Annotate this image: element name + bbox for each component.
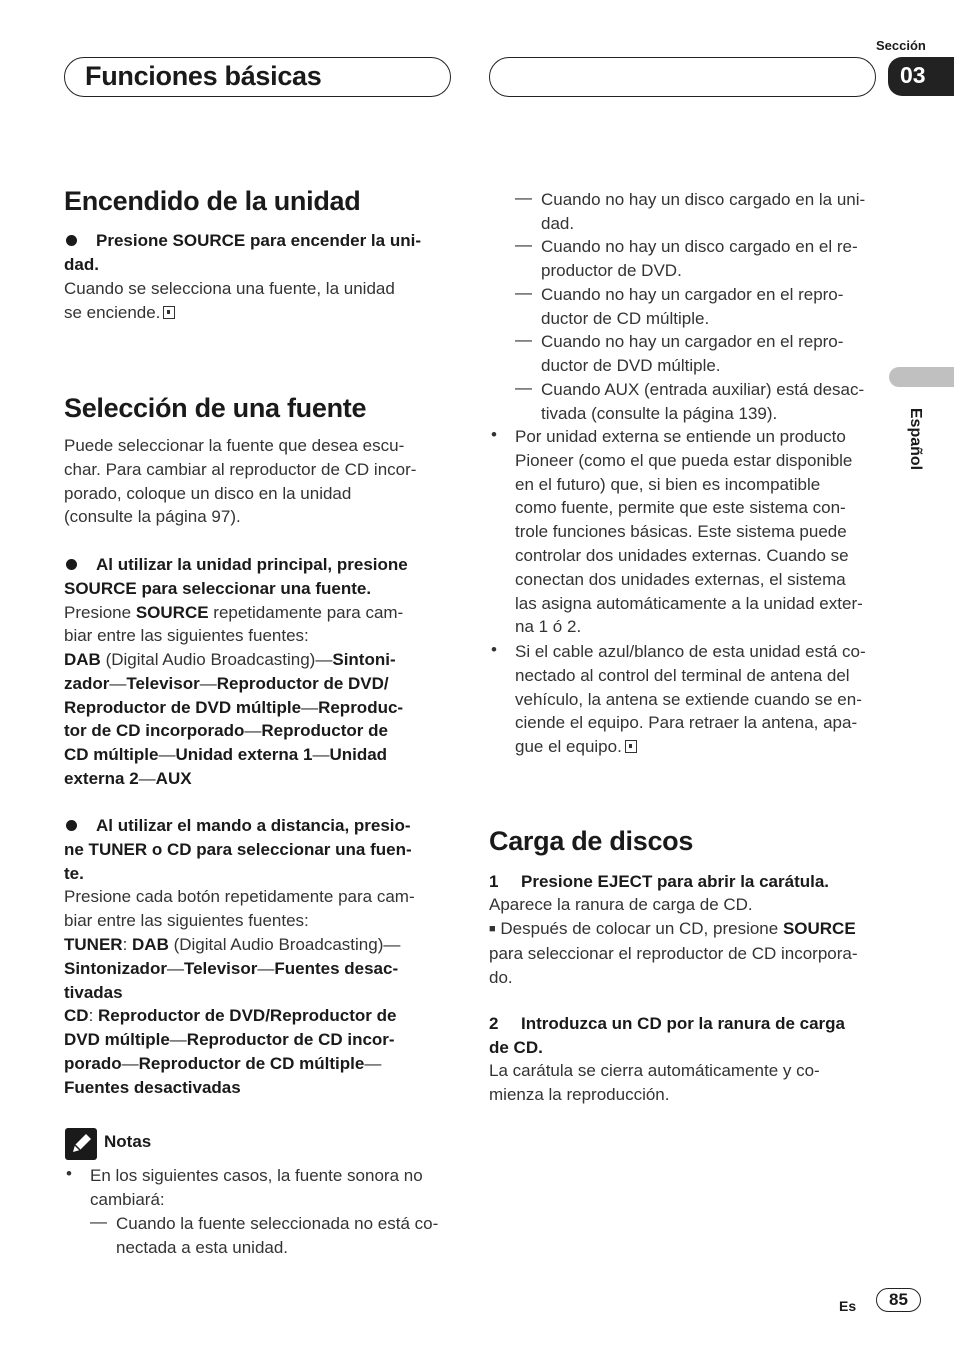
note-1 — [90, 1164, 460, 1212]
bullet-antenna — [515, 640, 887, 759]
step-1-note — [489, 917, 881, 989]
body-line: Por unidad externa se entiende un producto — [515, 427, 846, 446]
section-label: Sección — [876, 38, 926, 53]
body-line: conectan dos unidades externas, el sistema — [515, 569, 846, 589]
body-line: Presione cada botón repetidamente para cam- — [64, 887, 415, 907]
unit-instruction — [64, 553, 456, 648]
body-line: (consulte la página 97). — [64, 507, 241, 527]
source-keyword: SOURCE — [782, 919, 856, 938]
body-line: Cuando no hay un cargador en el repro- — [541, 332, 844, 351]
body-line: Si el cable azul/blanco de esta unidad está co- — [515, 642, 866, 661]
dash-icon: — — [515, 283, 532, 302]
header-empty-pill — [489, 57, 876, 97]
bullet-external-unit — [515, 425, 887, 639]
note-1-dash — [116, 1212, 461, 1260]
bullet-icon: • — [66, 1164, 72, 1183]
body-line: trole funciones básicas. Este sistema puede — [515, 522, 847, 542]
heading-seleccion: Selección de una fuente — [64, 393, 367, 423]
body-line: como fuente, permite que este sistema con- — [515, 498, 846, 518]
end-mark-icon — [163, 306, 175, 319]
source-sequence: DAB (Digital Audio Broadcasting)—Sintoni- zador—Televisor—Reproductor de DVD/ Reproductor de DVD múltiple—Reproduc- tor de CD incorporado—Reproductor de CD múltiple—Unidad externa 1—Unidad externa 2—AUX — [64, 650, 404, 788]
sel-body — [64, 434, 456, 529]
body-line: gue el equipo. — [515, 737, 622, 757]
footer-lang-code: Es — [839, 1298, 857, 1314]
body-line: biar entre las siguientes fuentes: — [64, 626, 309, 646]
instruction-line: Presione SOURCE para encender la uni- — [96, 231, 421, 250]
body-line: Cuando no hay un cargador en el repro- — [541, 285, 844, 304]
enc-body — [64, 277, 454, 325]
body-line: mienza la reproducción. — [489, 1084, 670, 1104]
dash-icon: — — [515, 330, 532, 349]
instruction-power — [64, 229, 454, 277]
body-text: Presione — [64, 602, 136, 622]
body-line: biar entre las siguientes fuentes: — [64, 911, 309, 931]
body-line: ductor de DVD múltiple. — [541, 355, 721, 375]
instruction-line: te. — [64, 863, 84, 883]
dash-icon: — — [90, 1212, 107, 1231]
dash-item — [541, 378, 886, 426]
remote-instruction — [64, 814, 456, 933]
instruction-line: ne TUNER o CD para seleccionar una fuen- — [64, 839, 412, 859]
language-label: Español — [907, 407, 924, 471]
dash-item — [541, 283, 886, 331]
body-line: do. — [489, 967, 513, 987]
notes-pencil-icon — [65, 1128, 97, 1160]
dash-icon: — — [515, 235, 532, 254]
body-line: na 1 ó 2. — [515, 617, 582, 637]
body-line: La carátula se cierra automáticamente y co- — [489, 1061, 820, 1080]
body-line: Cuando se selecciona una fuente, la unidad — [64, 279, 395, 298]
body-line: ductor de CD múltiple. — [541, 308, 710, 328]
instruction-line: de CD. — [489, 1037, 543, 1057]
dash-icon: — — [515, 378, 532, 397]
body-line: vehículo, la antena se extiende cuando se en- — [515, 689, 862, 709]
body-line: productor de DVD. — [541, 260, 682, 280]
body-line: Cuando no hay un disco cargado en la uni- — [541, 190, 866, 209]
body-line: nectado al control del terminal de antena del — [515, 665, 850, 685]
body-line: se enciende. — [64, 302, 161, 322]
instruction-line: Introduzca un CD por la ranura de carga — [521, 1014, 846, 1033]
body-line: ciende el equipo. Para retraer la antena, apa- — [515, 713, 858, 733]
body-line: Cuando la fuente seleccionada no está co- — [116, 1214, 439, 1233]
instruction-line: Al utilizar la unidad principal, presione — [96, 555, 408, 574]
body-line: En los siguientes casos, la fuente sonora no — [90, 1166, 423, 1185]
bullet-icon: • — [491, 640, 497, 659]
step-1: Presione EJECT para abrir la carátula. — [521, 872, 830, 891]
instruction-line: Al utilizar el mando a distancia, presio- — [96, 816, 411, 835]
bullet-icon: • — [491, 425, 497, 444]
header-title-pill — [64, 57, 451, 97]
body-line: dad. — [541, 213, 575, 233]
dash-item — [541, 330, 886, 378]
step-1-number: 1 — [489, 872, 499, 891]
body-line: Cuando AUX (entrada auxiliar) está desac- — [541, 380, 865, 399]
end-mark-icon — [625, 740, 637, 753]
body-line: porado, coloque un disco en la unidad — [64, 483, 352, 503]
square-bullet-icon: ■ — [489, 923, 496, 935]
step-2 — [489, 1012, 884, 1060]
source-keyword: SOURCE — [135, 602, 209, 622]
dash-icon: — — [515, 188, 532, 207]
body-text: repetidamente para cam- — [208, 602, 404, 622]
section-number: 03 — [888, 57, 954, 96]
body-line: las asigna automáticamente a la unidad exter- — [515, 593, 863, 613]
body-text: Después de colocar un CD, presione — [500, 919, 783, 938]
body-line: nectada a esta unidad. — [116, 1237, 289, 1257]
heading-encendido: Encendido de la unidad — [64, 186, 361, 216]
language-label-wrap — [900, 398, 930, 488]
remote-sequence: TUNER: DAB (Digital Audio Broadcasting)— Sintonizador—Televisor—Fuentes desac- tivadas CD: Reproductor de DVD/Reproductor de DVD múltiple—Reproductor de CD incor- porado—Reproductor de CD múltiple— Fuentes desactivadas — [64, 935, 401, 1097]
page-number: 85 — [876, 1288, 921, 1312]
dash-item — [541, 188, 886, 236]
heading-carga: Carga de discos — [489, 826, 694, 856]
step-1-body: Aparece la ranura de carga de CD. — [489, 895, 753, 914]
instruction-line: SOURCE para seleccionar una fuente. — [64, 578, 372, 598]
instruction-line: dad. — [64, 254, 99, 274]
dash-item — [541, 235, 886, 283]
body-line: Cuando no hay un disco cargado en el re- — [541, 237, 858, 256]
body-line: tivada (consulte la página 139). — [541, 403, 778, 423]
step-2-number: 2 — [489, 1014, 499, 1033]
body-line: Puede seleccionar la fuente que desea escu- — [64, 436, 405, 455]
body-line: char. Para cambiar al reproductor de CD incor- — [64, 459, 417, 479]
notes-title: Notas — [104, 1132, 152, 1151]
page-title: Funciones básicas — [85, 61, 322, 91]
step-2-body — [489, 1059, 879, 1107]
body-line: para seleccionar el reproductor de CD incorpora- — [489, 943, 858, 963]
body-line: Pioneer (como el que pueda estar disponible — [515, 450, 853, 470]
language-tab — [889, 367, 954, 387]
body-line: en el futuro) que, si bien es incompatible — [515, 474, 821, 494]
body-line: cambiará: — [90, 1189, 165, 1209]
body-line: controlar dos unidades externas. Cuando se — [515, 545, 849, 565]
